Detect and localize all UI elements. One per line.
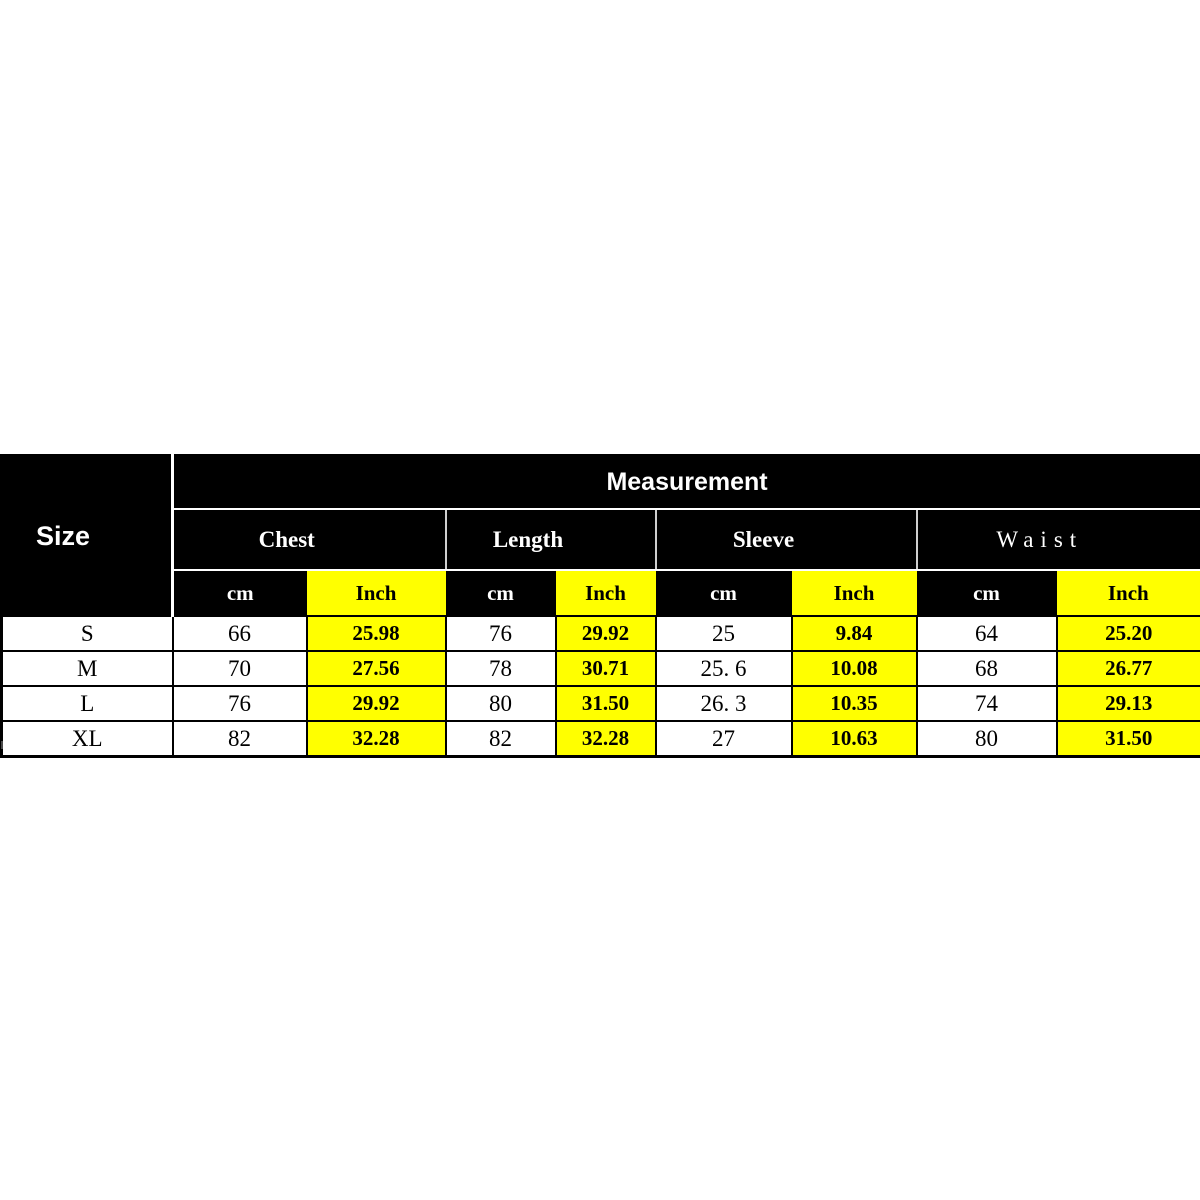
- l-length-inch: 31.50: [556, 686, 656, 721]
- l-waist-inch: 29.13: [1057, 686, 1200, 721]
- size-chart-table: [0, 454, 1200, 758]
- size-label-m: M: [2, 651, 173, 686]
- unit-header-length-cm: cm: [446, 570, 556, 616]
- header-row-measurement: [2, 456, 1200, 510]
- l-chest-cm: 76: [173, 686, 307, 721]
- size-label-l: L: [2, 686, 173, 721]
- xl-sleeve-cm: 27: [656, 721, 792, 757]
- unit-header-waist-cm: cm: [917, 570, 1057, 616]
- s-sleeve-inch: 9.84: [792, 616, 917, 651]
- m-chest-inch: 27.56: [307, 651, 446, 686]
- m-waist-inch: 26.77: [1057, 651, 1200, 686]
- size-label-xl: XL: [2, 721, 173, 757]
- header-row-units: [2, 570, 1200, 616]
- group-header-chest: Chest: [173, 509, 446, 570]
- table-row-m: [2, 651, 1200, 686]
- l-chest-inch: 29.92: [307, 686, 446, 721]
- group-header-waist: Waist: [917, 509, 1200, 570]
- table-row-s: [2, 616, 1200, 651]
- xl-chest-cm: 82: [173, 721, 307, 757]
- l-sleeve-cm: 26. 3: [656, 686, 792, 721]
- s-chest-cm: 66: [173, 616, 307, 651]
- measurement-header: Measurement: [173, 456, 1200, 510]
- table-row-xl: [2, 721, 1200, 757]
- m-sleeve-cm: 25. 6: [656, 651, 792, 686]
- l-waist-cm: 74: [917, 686, 1057, 721]
- header-row-groups: [2, 509, 1200, 570]
- xl-length-cm: 82: [446, 721, 556, 757]
- unit-header-sleeve-cm: cm: [656, 570, 792, 616]
- unit-header-chest-cm: cm: [173, 570, 307, 616]
- size-column-header: Size: [2, 456, 173, 617]
- s-waist-cm: 64: [917, 616, 1057, 651]
- table-row-l: [2, 686, 1200, 721]
- s-length-inch: 29.92: [556, 616, 656, 651]
- xl-length-inch: 32.28: [556, 721, 656, 757]
- xl-sleeve-inch: 10.63: [792, 721, 917, 757]
- group-header-length: Length: [446, 509, 656, 570]
- m-chest-cm: 70: [173, 651, 307, 686]
- unit-header-chest-inch: Inch: [307, 570, 446, 616]
- unit-header-sleeve-inch: Inch: [792, 570, 917, 616]
- bottom-left-border-stub: [1, 741, 3, 749]
- s-length-cm: 76: [446, 616, 556, 651]
- unit-header-waist-inch: Inch: [1057, 570, 1200, 616]
- l-sleeve-inch: 10.35: [792, 686, 917, 721]
- group-header-sleeve: Sleeve: [656, 509, 917, 570]
- m-length-inch: 30.71: [556, 651, 656, 686]
- unit-header-length-inch: Inch: [556, 570, 656, 616]
- l-length-cm: 80: [446, 686, 556, 721]
- xl-waist-inch: 31.50: [1057, 721, 1200, 757]
- xl-chest-inch: 32.28: [307, 721, 446, 757]
- m-sleeve-inch: 10.08: [792, 651, 917, 686]
- s-chest-inch: 25.98: [307, 616, 446, 651]
- m-length-cm: 78: [446, 651, 556, 686]
- s-sleeve-cm: 25: [656, 616, 792, 651]
- xl-waist-cm: 80: [917, 721, 1057, 757]
- m-waist-cm: 68: [917, 651, 1057, 686]
- s-waist-inch: 25.20: [1057, 616, 1200, 651]
- size-label-s: S: [2, 616, 173, 651]
